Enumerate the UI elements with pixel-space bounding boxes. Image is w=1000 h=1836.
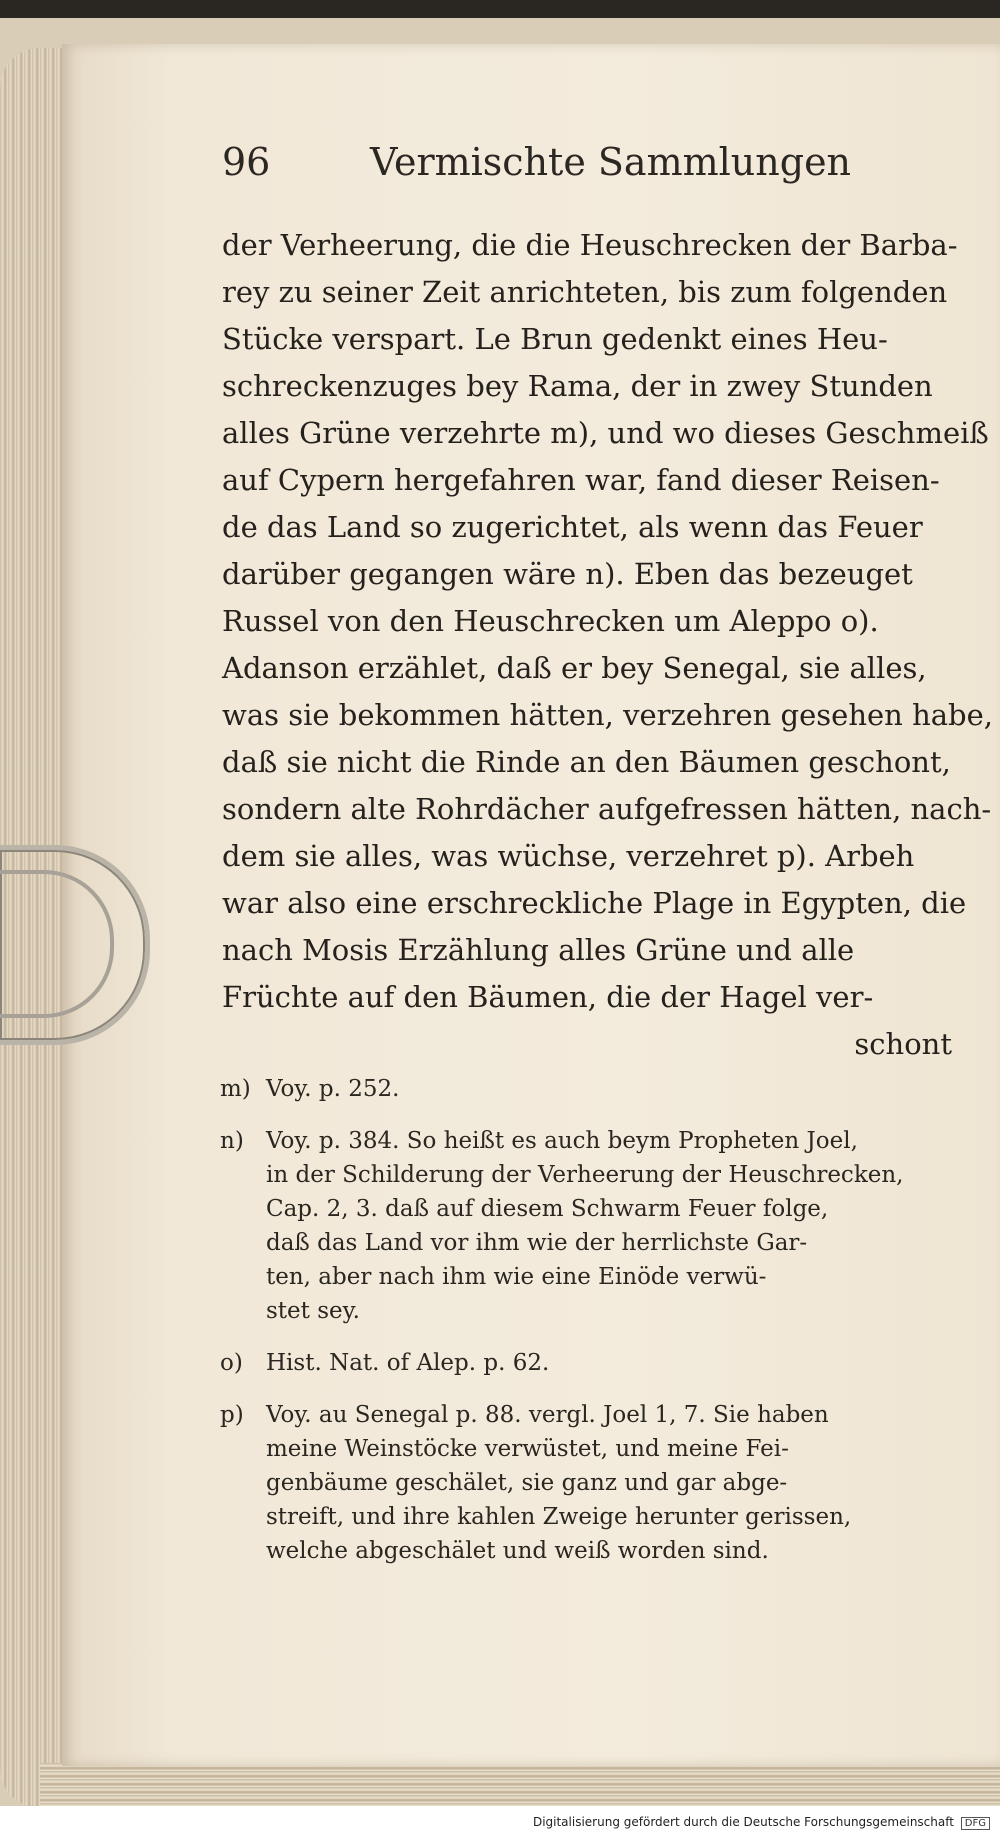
footnote-line: ten, aber nach ihm wie eine Einöde verwü-: [266, 1264, 767, 1290]
text-line: Adanson erzählet, daß er bey Senegal, sie alles,: [222, 651, 927, 685]
text-line: de das Land so zugerichtet, als wenn das Feuer: [222, 510, 923, 544]
footnote-n: [220, 1124, 960, 1328]
text-line: auf Cypern hergefahren war, fand dieser Reisen-: [222, 463, 940, 497]
text-line: Stücke verspart. Le Brun gedenkt eines Heu-: [222, 322, 888, 356]
footnote-line: daß das Land vor ihm wie der herrlichste Gar-: [266, 1230, 808, 1256]
footnote-line: in der Schilderung der Verheerung der Heuschrecken,: [266, 1162, 904, 1188]
page-number: 96: [222, 140, 271, 184]
text-line: war also eine erschreckliche Plage in Egypten, die: [222, 886, 967, 920]
text-line: sondern alte Rohrdächer aufgefressen hätten, nach-: [222, 792, 992, 826]
footnote-line: Voy. p. 252.: [266, 1076, 400, 1102]
footnote-line: stet sey.: [266, 1298, 360, 1324]
catchword: schont: [854, 1027, 952, 1061]
footer-credit-text: Digitalisierung gefördert durch die Deutsche Forschungsgemeinschaft: [532, 1815, 954, 1829]
footnote-line: genbäume geschälet, sie ganz und gar abge-: [266, 1470, 788, 1496]
footnote-p: [220, 1398, 960, 1568]
footnote-m: [220, 1072, 960, 1106]
text-line: schreckenzuges bey Rama, der in zwey Stunden: [222, 369, 933, 403]
footnote-line: meine Weinstöcke verwüstet, und meine Fei-: [266, 1436, 789, 1462]
footer-bar: [0, 1806, 1000, 1836]
text-line: rey zu seiner Zeit anrichteten, bis zum folgenden: [222, 275, 948, 309]
text-line: daß sie nicht die Rinde an den Bäumen geschont,: [222, 745, 951, 779]
text-line: Früchte auf den Bäumen, die der Hagel ver-: [222, 980, 874, 1014]
dfg-logo-icon: DFG: [961, 1817, 990, 1830]
text-line: alles Grüne verzehrte m), und wo dieses Geschmeiß: [222, 416, 989, 450]
footer-credit: [533, 1815, 990, 1830]
text-line: darüber gegangen wäre n). Eben das bezeuget: [222, 557, 913, 591]
footnotes: [220, 1072, 960, 1586]
text-line: was sie bekommen hätten, verzehren gesehen habe,: [222, 698, 993, 732]
footnote-line: Voy. p. 384. So heißt es auch beym Propheten Joel,: [266, 1128, 858, 1154]
footnote-marker: n): [220, 1128, 244, 1154]
footnote-line: Cap. 2, 3. daß auf diesem Schwarm Feuer folge,: [266, 1196, 829, 1222]
text-line: nach Mosis Erzählung alles Grüne und alle: [222, 933, 855, 967]
footnote-o: [220, 1346, 960, 1380]
footnote-marker: p): [220, 1402, 244, 1428]
text-line: Russel von den Heuschrecken um Aleppo o).: [222, 604, 879, 638]
text-line: der Verheerung, die die Heuschrecken der Barba-: [222, 228, 958, 262]
text-line: dem sie alles, was wüchse, verzehret p). Arbeh: [222, 839, 915, 873]
footnote-line: welche abgeschälet und weiß worden sind.: [266, 1538, 769, 1564]
running-title: Vermischte Sammlungen: [370, 140, 852, 184]
footnote-line: Hist. Nat. of Alep. p. 62.: [266, 1350, 550, 1376]
footnote-marker: m): [220, 1076, 251, 1102]
footnote-marker: o): [220, 1350, 243, 1376]
footnote-line: streift, und ihre kahlen Zweige herunter gerissen,: [266, 1504, 852, 1530]
footnote-line: Voy. au Senegal p. 88. vergl. Joel 1, 7. Sie haben: [266, 1402, 829, 1428]
main-text: [222, 222, 993, 1068]
